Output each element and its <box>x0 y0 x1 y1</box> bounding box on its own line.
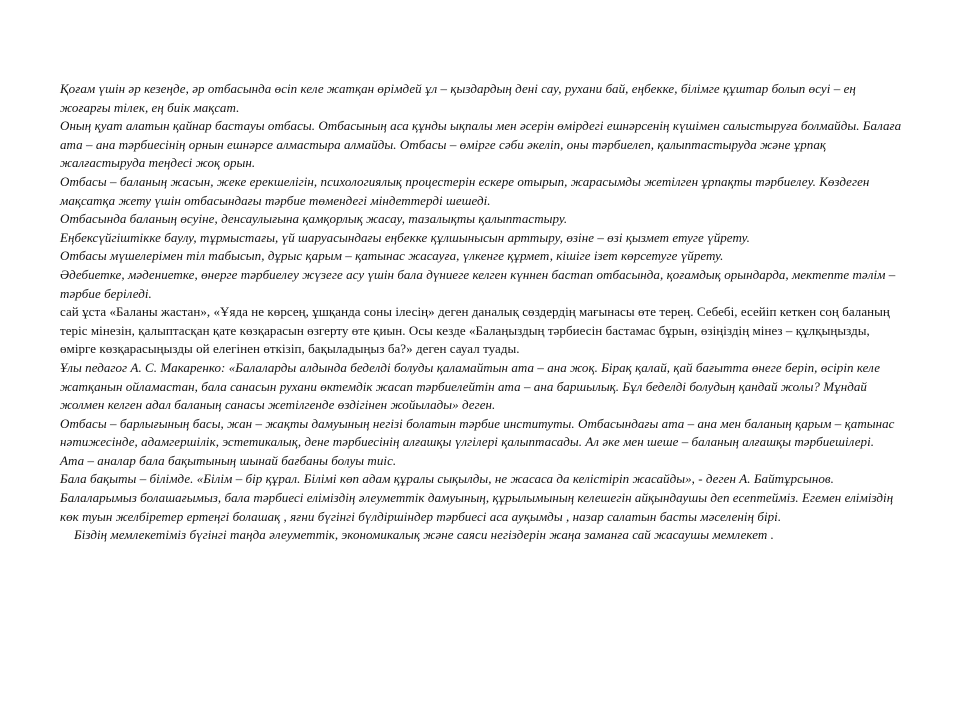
paragraph-4: Отбасында баланың өсуіне, денсаулығына қамқорлық жасау, тазалықты қалыптастыру. <box>60 211 568 227</box>
paragraph-5: Еңбексүйгіштікке баулу, тұрмыстағы, үй шаруасындағы еңбекке құлшынысын арттыру, өзіне – өзі қызмет етуге үйрету. <box>60 229 750 245</box>
paragraph-13: Балаларымыз болашағымыз, бала тәрбиесі еліміздің әлеуметтік дамуының, құрылымының келешегін айқындаушы деп есептейміз. Егемен еліміздің көк туын желбіретер ертеңгі болашақ , яғни бүгінгі бүлдіршіндер тәрбиесі аса ауқымды , назар салатын басты мәселенің бірі. <box>60 490 894 524</box>
paragraph-8: сай ұста «Баланы жастан», «Ұяда не көрсең, ұшқанда соны ілесің» деген даналық сөздердің мағынасы өте терең. Себебі, есейіп кеткен соң баланың теріс мінезін, қалыптасқан қате көзқарасын өзгерту өте қиын. Осы кезде «Балаңыздың тәрбиесін бастамас бұрын, өзіңіздің мінез – құлқыңызды, өмірге көзқарасыңызды ой елегінен өткізіп, бақыладыңыз ба?» деген сауал туады. <box>60 304 890 357</box>
paragraph-12: Бала бақыты – білімде. «Білім – бір құрал. Білімі көп адам құралы сықылды, не жасаса да келістіріп жасайды», - деген А. Байтұрсынов. <box>60 471 834 487</box>
paragraph-7: Әдебиетке, мәдениетке, өнерге тәрбиелеу жүзеге асу үшін бала дүниеге келген күннен бастап отбасында, қоғамдық орындарда, мектепте тәлім – тәрбие беріледі. <box>60 266 896 301</box>
paragraph-3: Отбасы – баланың жасын, жеке ерекшелігін, психологиялық процестерін ескере отырып, жарасымды жетілген ұрпақты тәрбиелеу. Көздеген мақсатқа жету үшін отбасындағы тәрбие төмендегі міндеттерді шешеді. <box>60 173 870 208</box>
paragraph-14: Біздің мемлекетіміз бүгінгі таңда әлеуметтік, экономикалық және саяси негіздерін жаңа заманға сай жасаушы мемлекет . <box>74 527 774 543</box>
paragraph-1: Қоғам үшін әр кезеңде, әр отбасында өсіп келе жатқан өрімдей ұл – қыздардың дені сау, рухани бай, еңбекке, білімге құштар болып өсуі – ең жоғарғы тілек, ең биік мақсат. <box>60 81 856 115</box>
document-body <box>60 80 906 545</box>
paragraph-2: Оның қуат алатын қайнар бастауы отбасы. Отбасының аса құнды ықпалы мен әсерін өмірдегі ешнәрсенің күшімен салыстыруға болмайды. Балаға ата – ана тәрбиесінің орнын ешнәрсе алмастыра алмайды. Отбасы – өмірге сәби әкеліп, оны тәрбиелеп, қалыптастыруда және ұрпақ жалғастыруда теңдесі жоқ орын. <box>60 118 902 171</box>
paragraph-9: Ұлы педагог А. С. Макаренко: «Балаларды алдында беделді болуды қаламайтын ата – ана жоқ. Бірақ қалай, қай бағытта өнеге беріп, өсіріп келе жатқанын ойламастан, бала санасын рухани өктемдік жасап тәрбиелейтін ата – ана баршылық. Бұл беделді болудың қандай жолы? Мұндай жолмен келген адал баланың санасы жетілгенде өздігінен жойылады» деген. <box>60 359 881 413</box>
paragraph-6: Отбасы мүшелерімен тіл табысып, дұрыс қарым – қатынас жасауға, үлкенге құрмет, кішіге ізет көрсетуге үйрету. <box>60 248 724 264</box>
paragraph-10: Отбасы – барлығының басы, жан – жақты дамуының негізі болатын тәрбие институты. Отбасындағы ата – ана мен баланың қарым – қатынас нәтижесінде, адамгершілік, эстетикалық, дене тәрбиесінің алғашқы үлгілері қалыптасады. Ал әке мен шеше – баланың алғашқы тәрбиешілері. <box>60 415 895 450</box>
paragraph-11: Ата – аналар бала бақытының шынай бағбаны болуы тиіс. <box>60 452 397 468</box>
